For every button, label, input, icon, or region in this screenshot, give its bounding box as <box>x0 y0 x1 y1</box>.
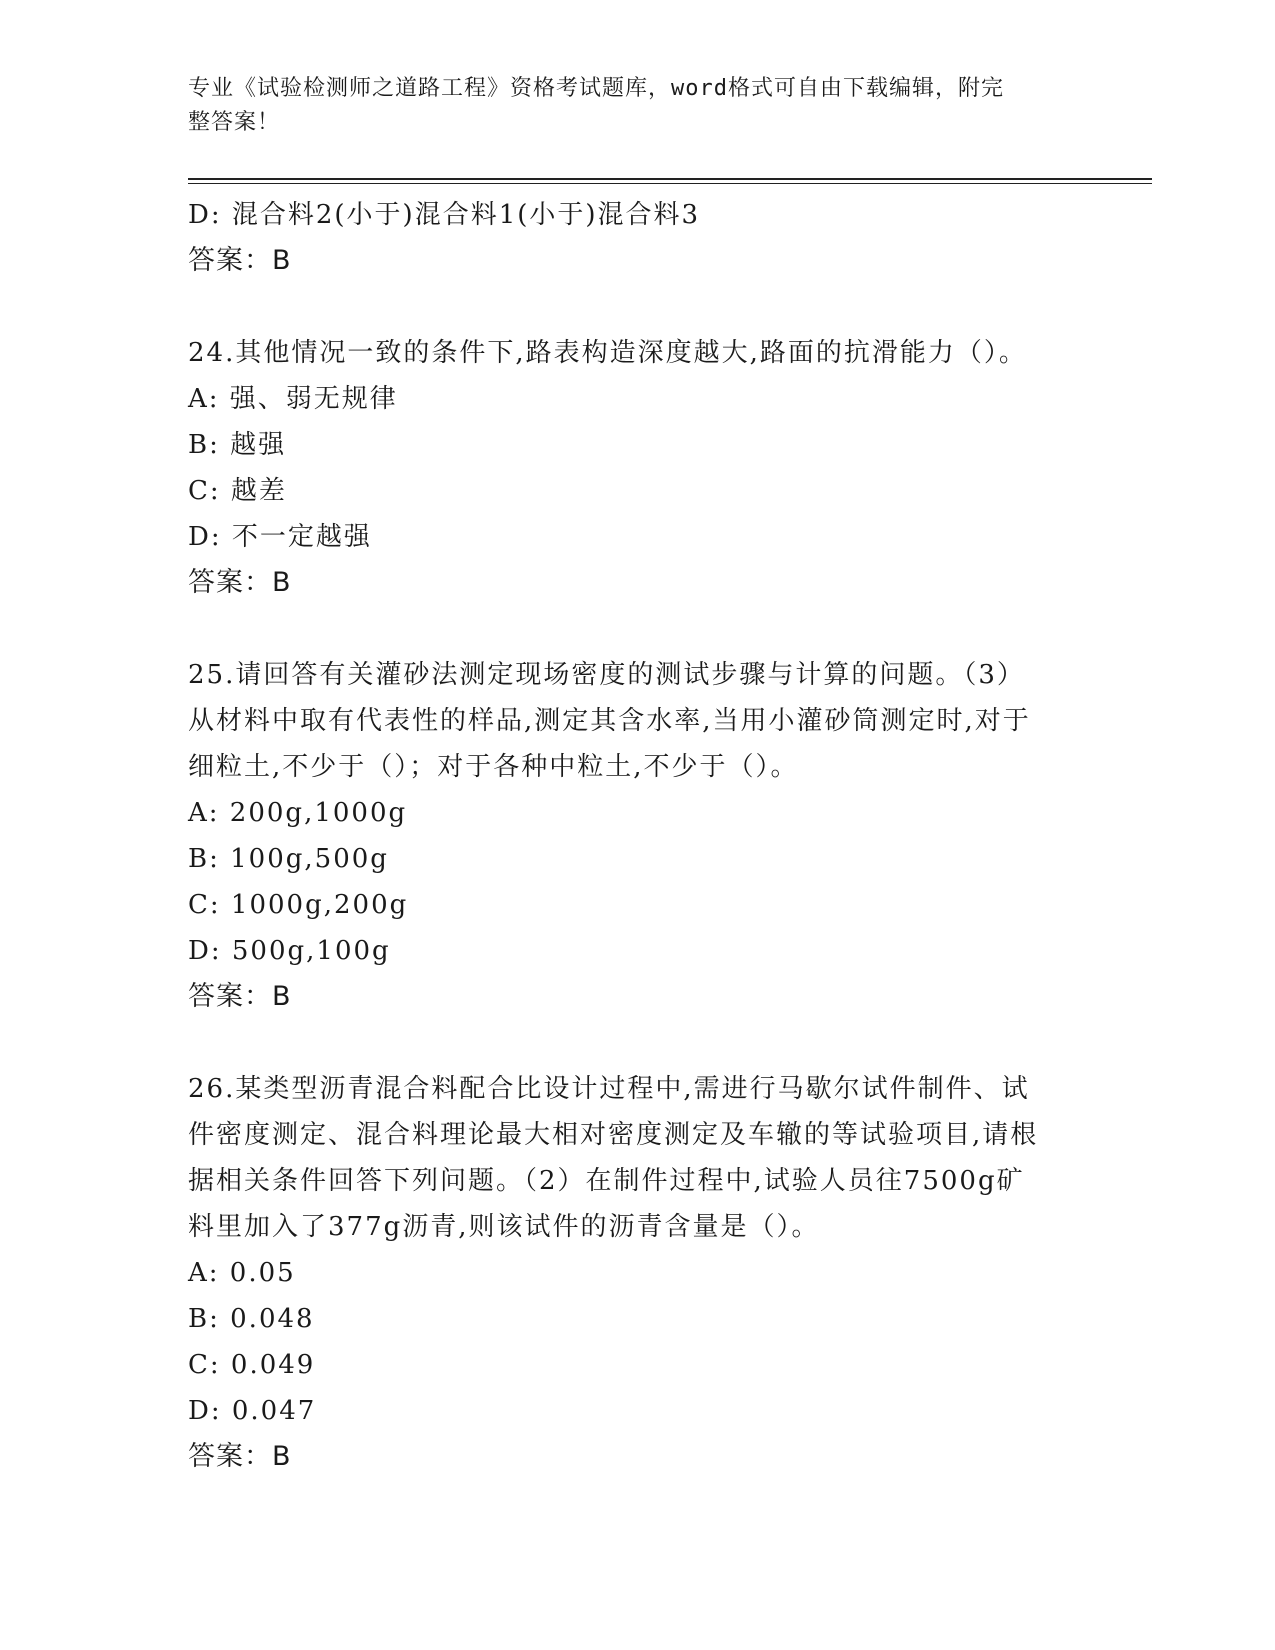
option-d: D: 混合料2(小于)混合料1(小于)混合料3 <box>188 200 701 230</box>
question-text-line: 料里加入了377g沥青,则该试件的沥青含量是（）。 <box>188 1212 820 1242</box>
option-c: C: 0.049 <box>188 1350 316 1380</box>
question-text-line: 从材料中取有代表性的样品,测定其含水率,当用小灌砂筒测定时,对于 <box>188 706 1031 736</box>
option-a: A: 强、弱无规律 <box>188 384 398 414</box>
spacer <box>188 606 1088 652</box>
question-text-line: 细粒土,不少于（）；对于各种中粒土,不少于（）。 <box>188 752 799 782</box>
question-text-line: 26.某类型沥青混合料配合比设计过程中,需进行马歇尔试件制件、试 <box>188 1074 1030 1104</box>
answer-line: 答案：B <box>188 245 292 276</box>
answer-line: 答案：B <box>188 981 292 1012</box>
document-header <box>188 72 1068 140</box>
question-text-line: 25.请回答有关灌砂法测定现场密度的测试步骤与计算的问题。（3） <box>188 660 1025 690</box>
option-d: D: 0.047 <box>188 1396 317 1426</box>
option-a: A: 0.05 <box>188 1258 296 1288</box>
option-d: D: 500g,100g <box>188 936 391 966</box>
question-text-line: 据相关条件回答下列问题。（2）在制件过程中,试验人员往7500g矿 <box>188 1166 1025 1196</box>
option-c: C: 1000g,200g <box>188 890 409 920</box>
option-b: B: 100g,500g <box>188 844 389 874</box>
option-a: A: 200g,1000g <box>188 798 408 828</box>
option-b: B: 0.048 <box>188 1304 315 1334</box>
header-line-2: 整答案！ <box>188 110 281 135</box>
question-24 <box>188 330 1088 606</box>
question-text-line: 件密度测定、混合料理论最大相对密度测定及车辙的等试验项目,请根 <box>188 1120 1039 1150</box>
spacer <box>188 1020 1088 1066</box>
option-b: B: 越强 <box>188 430 287 460</box>
answer-line: 答案：B <box>188 567 292 598</box>
spacer <box>188 284 1088 330</box>
previous-question <box>188 192 1088 284</box>
option-c: C: 越差 <box>188 476 287 506</box>
question-list <box>188 192 1088 1480</box>
option-d: D: 不一定越强 <box>188 522 372 552</box>
question-26 <box>188 1066 1088 1480</box>
header-rule-thick <box>188 178 1152 180</box>
question-25 <box>188 652 1088 1020</box>
header-rule-thin <box>188 183 1152 184</box>
question-text: 24.其他情况一致的条件下,路表构造深度越大,路面的抗滑能力（）。 <box>188 338 1027 368</box>
answer-line: 答案：B <box>188 1441 292 1472</box>
header-line-1: 专业《试验检测师之道路工程》资格考试题库，word格式可自由下载编辑，附完 <box>188 76 1004 101</box>
